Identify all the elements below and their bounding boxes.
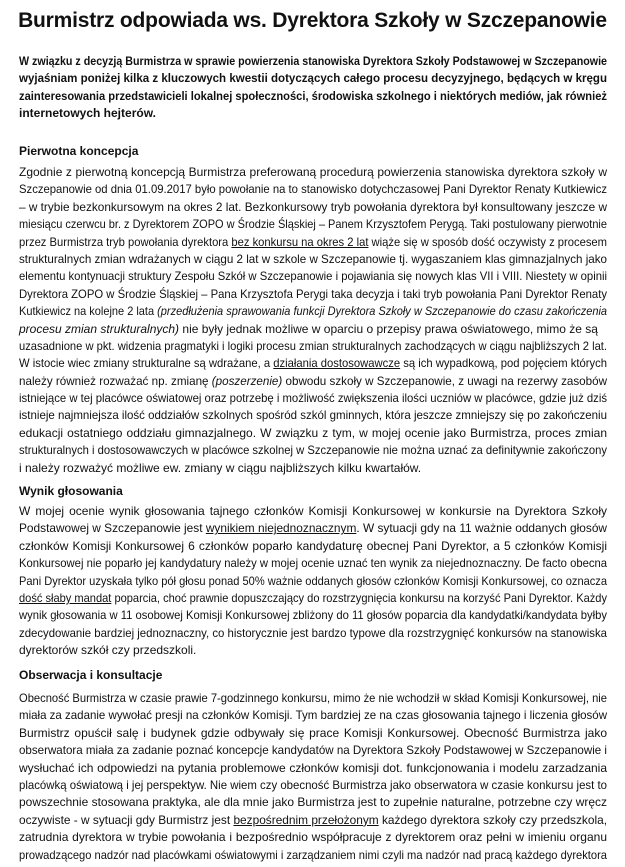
text-span: Szczepanowie od dnia 01.09.2017 było powołanie na to stanowisko dotychczasowej Pani Dyrektor Renaty Kutkiewicz [19, 182, 607, 197]
text-span: Podstawowej w Szczepanowie jest [19, 521, 206, 536]
text-line [19, 829, 607, 846]
text-span: Konkursowej nie poparło jej kandydatury należy w mojej ocenie uznać ten wynik za niejednoznaczny. De facto obecna [19, 556, 607, 571]
text-line [19, 460, 607, 477]
text-span: W istocie wiec zmiany strukturalne są wdrażane, a [19, 356, 274, 371]
text-span: Kutkiewicz na kolejne 2 lata [19, 304, 158, 319]
text-span: istnieje najmniejsza ilość oddziałów szkolnych spośród szkól gminnych, która jeszcze zmniejszy się po zakończeniu [19, 408, 607, 423]
page-title-text: Burmistrz odpowiada ws. Dyrektora Szkoły w Szczepanowie [18, 9, 607, 32]
text-line [19, 555, 607, 572]
underlined-text: wynikiem niejednoznacznym [205, 521, 357, 536]
italic-text: (poszerzenie) [211, 373, 283, 388]
text-span: uzasadnione w pkt. widzenia pragmatyki i logiki procesu zmian strukturalnych zachodzących w ciągu najbliższych 2 lat. [19, 338, 607, 353]
text-span: wyjaśniam poniżej kilka z kluczowych kwestii dotyczących całego procesu decyzyjnego, będących w kręgu [19, 71, 607, 86]
italic-text: (przedłużenia sprawowania funkcji Dyrektora Szkoły w Szczepanowie do czasu zakończenia [157, 304, 608, 319]
text-line [19, 303, 607, 320]
text-line [19, 442, 607, 459]
text-line [19, 286, 607, 303]
text-line [19, 707, 607, 724]
text-span: Zgodnie z pierwotną koncepcją Burmistrza preferowaną procedurą powierzenia stanowiska dyrektora szkoły w [19, 165, 607, 179]
text-line [19, 373, 607, 390]
section-heading-pierwotna-koncepcja: Pierwotna koncepcja [19, 144, 139, 158]
text-line [19, 234, 607, 251]
text-span: zainteresowania przedstawicieli lokalnej społeczności, środowiska szkolnego i niektórych mediów, jak również [19, 88, 607, 103]
text-span: obwodu szkoły w Szczepanowie, z uwagi na rezerwy zasobów [282, 373, 607, 388]
text-span: internetowych hejterów. [19, 106, 156, 121]
underlined-text: bez konkursu na okres 2 lat [231, 234, 369, 249]
text-line [19, 164, 607, 181]
text-span: Pani Dyrektor uzyskała tylko pół głosu ponad 50% ważnie oddanych głosów członków Komisji Konkursowej, co oznacza [19, 573, 607, 588]
text-line [19, 321, 607, 338]
text-span: strukturalnych zmian wdrażanych w ciągu 2 lat w szkole w Szczepanowie tj. wygaszaniem klas gimnazjalnych jako [19, 251, 607, 266]
text-line [19, 760, 607, 777]
text-line [19, 105, 607, 122]
text-line [19, 503, 607, 520]
text-line [19, 690, 607, 707]
underlined-text: działania dostosowawcze [273, 356, 401, 371]
text-line [19, 742, 607, 759]
text-line [19, 251, 607, 268]
text-line [19, 520, 607, 537]
italic-text: procesu zmian strukturalnych) [19, 321, 180, 336]
text-span: oczywiste - w sytuacji gdy Burmistrz jest [19, 812, 234, 827]
text-span: dyrektorów szkół czy przedszkoli. [19, 643, 197, 658]
text-span: Dyrektora ZOPO w Środzie Śląskiej – Pana Krzysztofa Perygi taka decyzja i taki tryb powołania Pani Dyrektor Renaty [19, 286, 607, 301]
text-line [19, 199, 607, 216]
text-span: poparcia, choć prawnie dopuszczający do rozstrzygnięcia konkursu na korzyść Pani Dyrektor. Każdy [111, 590, 608, 605]
text-span: edukacji ostatniego oddziału gimnazjalnego. W związku z tym, w mojej ocenie jako Burmistrza, proces zmian [19, 425, 607, 440]
text-line [19, 607, 607, 624]
text-span: nie były jednak możliwe w oparciu o przepisy prawa oświatowego, mimo że są [179, 321, 598, 336]
text-span: obserwatora miała za zadanie poznać koncepcje kandydatów na Dyrektora Szkoły Podstawowej w Szczepanowie i [19, 743, 607, 758]
text-span: wiąże się w sposób dość oczywisty z procesem [368, 234, 607, 249]
text-span: zatrudnia dyrektora w trybie powołania i bezpośrednio współpracuje z dyrektorem oraz pełni w imieniu organu [19, 830, 607, 845]
text-line [19, 725, 607, 742]
text-span: miała za zadanie wywołać presji na członków Komisji. Tym bardziej ze na czas głosowania tajnego i liczenia głosów [19, 708, 607, 723]
text-line [19, 407, 607, 424]
section-paragraph-obserwacja-i-konsultacje [19, 690, 607, 864]
text-span: W związku z decyzją Burmistrza w sprawie powierzenia stanowiska Dyrektora Szkoły Podstawowej w Szczepanowie [19, 54, 607, 68]
text-line [19, 590, 607, 607]
text-line [19, 88, 607, 105]
text-line [19, 573, 607, 590]
text-line [19, 777, 607, 794]
text-span: członków Komisji Konkursowej 6 członków poparło kandydaturę obecnej Pani Dyrektor, a 5 członków Komisji [19, 538, 607, 553]
text-span: . W sytuacji gdy na 11 ważnie oddanych głosów [356, 521, 607, 536]
text-span: zdecydowanie bardziej jednoznaczny, co historycznie jest bardzo typowe dla rozstrzygnięć konkursów na stanowiska [19, 625, 607, 640]
text-line [19, 216, 607, 233]
text-line [19, 390, 607, 407]
intro-paragraph [19, 53, 607, 123]
text-line [19, 642, 607, 659]
text-line [19, 425, 607, 442]
section-paragraph-pierwotna-koncepcja [19, 164, 607, 477]
text-line [19, 794, 607, 811]
text-line [19, 847, 607, 864]
text-line [19, 181, 607, 198]
text-span: elementu kontynuacji struktury Zespołu Szkół w Szczepanowie i pojawiania się nowych klas VII i VIII. Niestety w opinii [19, 269, 607, 284]
text-span: przez Burmistrza tryb powołania dyrektora [19, 234, 232, 249]
page-title [0, 6, 625, 36]
text-span: W mojej ocenie wynik głosowania tajnego członków Komisji Konkursowej w konkursie na Dyrektora Szkoły [19, 504, 607, 518]
text-span: każdego dyrektora szkoły czy przedszkola, [378, 812, 607, 827]
text-span: – w trybie bezkonkursowym na okres 2 lat. Bezkonkursowy tryb powołania dyrektora był konsultowany jeszcze w [19, 199, 607, 214]
section-paragraph-wynik-glosowania [19, 503, 607, 660]
section-heading-wynik-glosowania: Wynik głosowania [19, 484, 123, 498]
text-span: są ich wypadkową, pod pojęciem których [400, 356, 607, 371]
text-span: placówką oświatową i jej perspektyw. Nie wiem czy obecność Burmistrza jako obserwatora w czasie konkursu jest to [19, 777, 607, 792]
text-span: strukturalnych i dostosowawczych w placówce szkolnej w Szczepanowie nie można uznać za definitywnie zakończony [19, 443, 607, 458]
section-heading-obserwacja-i-konsultacje: Obserwacja i konsultacje [19, 668, 163, 682]
text-line [19, 53, 607, 70]
text-span: powszechnie stosowana praktyka, ale dla mnie jako Burmistrza jest to zupełnie naturalne, potrzebne czy wręcz [19, 795, 607, 810]
text-span: prowadzącego nadzór nad placówkami oświatowymi i zarządzaniem nimi czyli ma nadzór nad pracą każdego dyrektora [19, 847, 607, 862]
text-span: wysłuchać ich odpowiedzi na pytania problemowe członków komisji dot. funkcjonowania i modelu zarzadzania [19, 760, 607, 775]
text-line [19, 338, 607, 355]
text-span: Burmistrz opuścił salę i budynek gdzie odbywały się prace Komisji Konkursowej. Obecność Burmistrza jako [19, 725, 607, 740]
text-span: należy również rozważać np. zmianę [19, 373, 212, 388]
underlined-text: bezpośrednim przełożonym [233, 812, 379, 827]
text-line [19, 268, 607, 285]
text-line [19, 70, 607, 87]
text-line [19, 812, 607, 829]
text-span: istniejące w tej placówce oświatowej oraz potrzebę i możliwość zwiększenia ilości uczniów w placówce, gdzie już dziś [19, 391, 607, 406]
text-line [19, 355, 607, 372]
underlined-text: dość słaby mandat [19, 590, 112, 605]
text-span: Obecność Burmistrza w czasie prawie 7-godzinnego konkursu, mimo że nie wchodził w skład Komisji Konkursowej, nie [19, 691, 607, 705]
text-span: miesiącu czerwcu br. z Dyrektorem ZOPO w Środzie Śląskiej – Panem Krzysztofem Perygą. Taki postulowany pierwotnie [19, 217, 607, 232]
text-span: wynik głosowania w 11 osobowej Komisji Konkursowej zbliżony do 11 głosów poparcia dla kandydatki/kandydata byłby [19, 608, 607, 623]
text-line [19, 625, 607, 642]
text-span: i należy rozważyć możliwe ew. zmiany w ciągu najbliższych kilku kwartałów. [19, 460, 422, 475]
text-line [19, 538, 607, 555]
